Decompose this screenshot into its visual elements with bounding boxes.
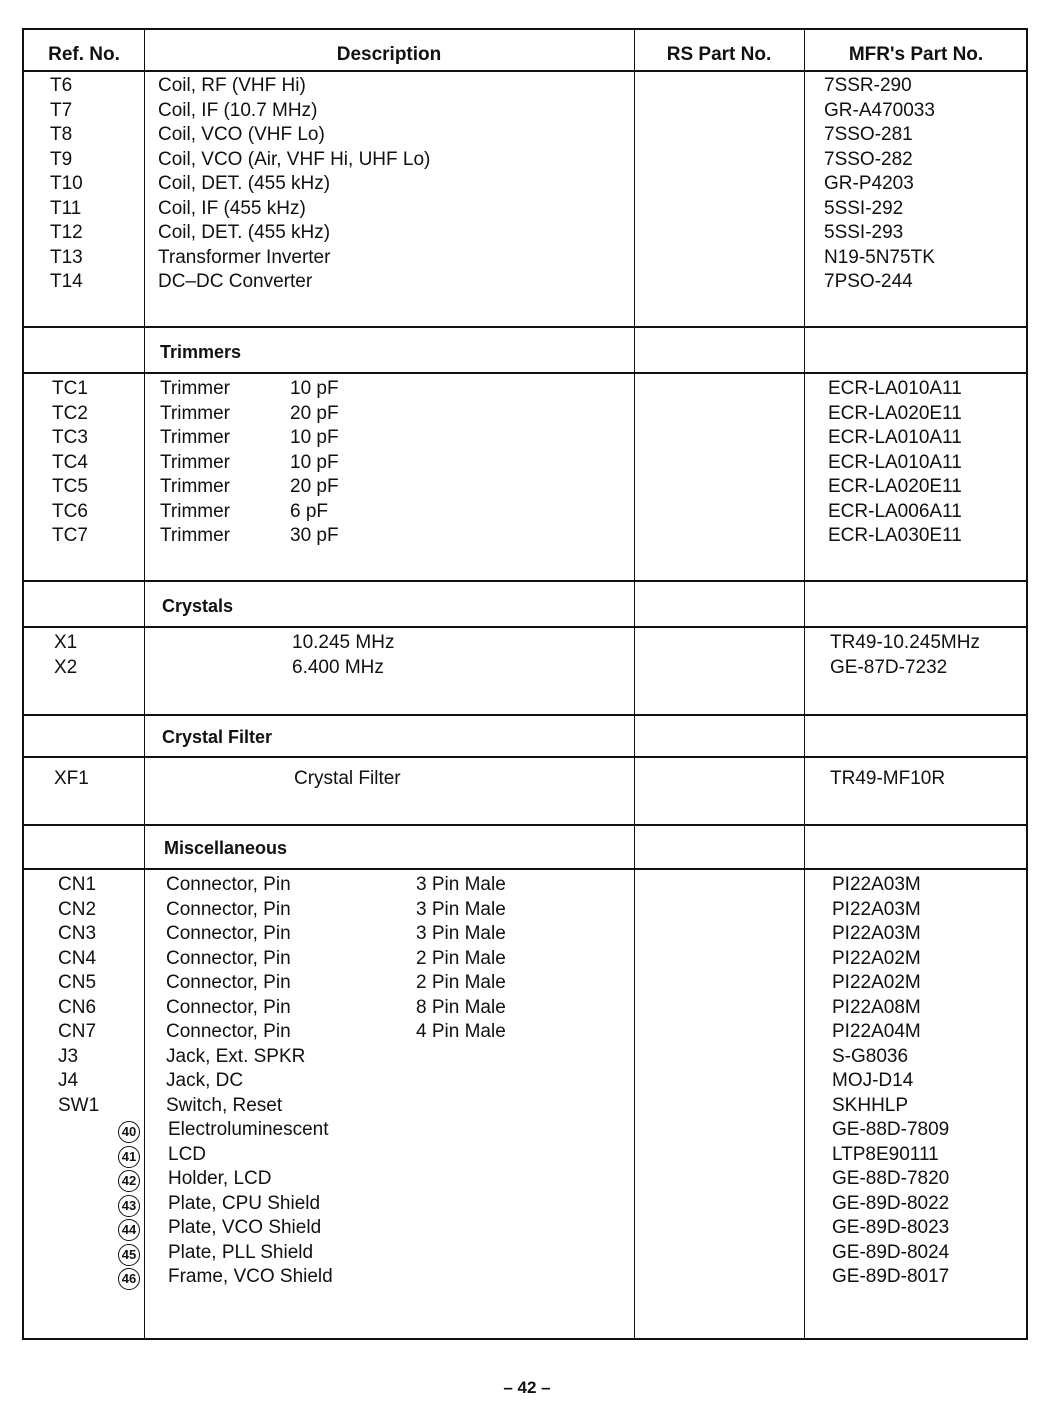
header-mfr-part: MFR's Part No. xyxy=(848,44,984,65)
miscellaneous-title: Miscellaneous xyxy=(164,838,288,858)
divider xyxy=(24,756,1026,758)
description: Transformer Inverter xyxy=(158,246,331,268)
ref-no: TC6 xyxy=(52,500,88,522)
item-number-badge xyxy=(118,1217,140,1242)
value: 2 Pin Male xyxy=(416,972,506,993)
description: Connector, Pin xyxy=(166,874,291,895)
description: Connector, Pin xyxy=(166,923,291,944)
mfr-part-no: PI22A02M xyxy=(832,947,921,969)
trimmers-title: Trimmers xyxy=(160,342,242,362)
value: 10 pF xyxy=(290,427,339,448)
description: Switch, Reset xyxy=(166,1094,283,1116)
mfr-part-no: GE-89D-8017 xyxy=(832,1266,950,1287)
ref-no: XF1 xyxy=(54,768,89,789)
header-description: Description xyxy=(336,44,442,65)
ref-no: T8 xyxy=(50,124,73,145)
value: 4 Pin Male xyxy=(416,1021,506,1042)
description: Trimmer xyxy=(160,427,230,448)
mfr-part-no: N19-5N75TK xyxy=(824,246,935,268)
mfr-part-no: GE-88D-7820 xyxy=(832,1168,950,1189)
ref-no: TC7 xyxy=(52,525,88,546)
mfr-part-no: GR-P4203 xyxy=(824,173,914,194)
mfr-part-no: ECR-LA030E11 xyxy=(828,525,962,546)
description: Coil, DET. (455 kHz) xyxy=(158,222,331,243)
ref-no: CN4 xyxy=(58,947,97,969)
ref-no: TC2 xyxy=(52,402,88,424)
description: Trimmer xyxy=(160,378,230,399)
divider xyxy=(24,626,1026,628)
mfr-part-no: SKHHLP xyxy=(832,1094,909,1116)
ref-no: J3 xyxy=(58,1045,79,1067)
parts-table xyxy=(22,28,1028,1340)
mfr-part-no: ECR-LA020E11 xyxy=(828,476,962,497)
mfr-part-no: ECR-LA006A11 xyxy=(828,500,962,522)
value: 3 Pin Male xyxy=(416,923,506,944)
ref-no: CN6 xyxy=(58,996,97,1018)
value: 6.400 MHz xyxy=(292,656,384,678)
mfr-part-no: 7SSO-282 xyxy=(824,148,913,170)
crystal-filter-title: Crystal Filter xyxy=(162,727,273,747)
description: DC–DC Converter xyxy=(158,271,313,292)
description: Connector, Pin xyxy=(166,972,291,993)
description: Coil, VCO (VHF Lo) xyxy=(158,124,325,145)
mfr-part-no: 5SSI-292 xyxy=(824,197,904,219)
page-number: – 42 – xyxy=(503,1378,551,1397)
mfr-part-no: PI22A02M xyxy=(832,972,921,993)
value: 10 pF xyxy=(290,451,339,473)
header-rs-part: RS Part No. xyxy=(666,44,772,65)
value: 3 Pin Male xyxy=(416,874,506,895)
ref-no: T12 xyxy=(50,222,83,243)
item-number-badge xyxy=(118,1119,140,1144)
item-number-badge xyxy=(118,1266,140,1291)
col-divider-1 xyxy=(144,30,145,1338)
item-number: 46 xyxy=(118,1268,140,1290)
ref-no: X1 xyxy=(54,632,78,653)
mfr-part-no: ECR-LA010A11 xyxy=(828,378,962,399)
ref-no: T14 xyxy=(50,271,83,292)
ref-no: T6 xyxy=(50,75,73,96)
ref-no: TC3 xyxy=(52,427,88,448)
value: 20 pF xyxy=(290,476,339,497)
description: Jack, Ext. SPKR xyxy=(166,1045,306,1067)
ref-no: X2 xyxy=(54,656,78,678)
ref-no: T9 xyxy=(50,148,73,170)
value: 2 Pin Male xyxy=(416,947,506,969)
header-ref: Ref. No. xyxy=(48,44,120,65)
mfr-part-no: ECR-LA020E11 xyxy=(828,402,962,424)
ref-no: CN2 xyxy=(58,898,97,920)
ref-no: T13 xyxy=(50,246,83,268)
item-number: 44 xyxy=(118,1219,140,1241)
mfr-part-no: PI22A04M xyxy=(832,1021,921,1042)
item-number-badge xyxy=(118,1193,140,1218)
mfr-part-no: GR-A470033 xyxy=(824,99,935,121)
mfr-part-no: TR49-10.245MHz xyxy=(830,632,980,653)
value: 10.245 MHz xyxy=(292,632,395,653)
mfr-part-no: GE-89D-8022 xyxy=(832,1192,950,1214)
description: Plate, CPU Shield xyxy=(168,1192,321,1214)
mfr-part-no: PI22A03M xyxy=(832,874,921,895)
value: 6 pF xyxy=(290,500,329,522)
ref-no: T7 xyxy=(50,99,73,121)
ref-no: CN3 xyxy=(58,923,97,944)
item-number-badge xyxy=(118,1168,140,1193)
description: Trimmer xyxy=(160,451,230,473)
mfr-part-no: MOJ-D14 xyxy=(832,1070,914,1091)
description: Coil, IF (10.7 MHz) xyxy=(158,99,318,121)
description: Trimmer xyxy=(160,476,230,497)
item-number: 45 xyxy=(118,1244,140,1266)
description: Connector, Pin xyxy=(166,947,291,969)
description: Plate, VCO Shield xyxy=(168,1217,322,1238)
divider xyxy=(24,714,1026,716)
value: Crystal Filter xyxy=(294,768,401,789)
description: Coil, VCO (Air, VHF Hi, UHF Lo) xyxy=(158,148,431,170)
divider xyxy=(24,326,1026,328)
mfr-part-no: 7SSO-281 xyxy=(824,124,913,145)
col-divider-2 xyxy=(634,30,635,1338)
value: 30 pF xyxy=(290,525,339,546)
mfr-part-no: 5SSI-293 xyxy=(824,222,904,243)
value: 8 Pin Male xyxy=(416,996,506,1018)
description: Coil, RF (VHF Hi) xyxy=(158,75,306,96)
description: Connector, Pin xyxy=(166,898,291,920)
description: Trimmer xyxy=(160,402,230,424)
divider xyxy=(24,372,1026,374)
mfr-part-no: GE-87D-7232 xyxy=(830,656,948,678)
ref-no: J4 xyxy=(58,1070,79,1091)
description: LCD xyxy=(168,1143,207,1165)
value: 20 pF xyxy=(290,402,339,424)
mfr-part-no: ECR-LA010A11 xyxy=(828,451,962,473)
item-number-badge xyxy=(118,1144,140,1169)
description: Trimmer xyxy=(160,525,230,546)
description: Coil, IF (455 kHz) xyxy=(158,197,306,219)
ref-no: CN5 xyxy=(58,972,97,993)
divider xyxy=(24,580,1026,582)
ref-no: T10 xyxy=(50,173,83,194)
mfr-part-no: PI22A03M xyxy=(832,898,921,920)
description: Jack, DC xyxy=(166,1070,244,1091)
ref-no: TC5 xyxy=(52,476,88,497)
item-number: 42 xyxy=(118,1170,140,1192)
description: Frame, VCO Shield xyxy=(168,1266,333,1287)
value: 10 pF xyxy=(290,378,339,399)
ref-no: TC4 xyxy=(52,451,88,473)
ref-no: CN1 xyxy=(58,874,97,895)
mfr-part-no: GE-89D-8024 xyxy=(832,1241,950,1263)
mfr-part-no: PI22A03M xyxy=(832,923,921,944)
description: Connector, Pin xyxy=(166,1021,291,1042)
mfr-part-no: GE-88D-7809 xyxy=(832,1119,950,1140)
item-number-badge xyxy=(118,1242,140,1267)
mfr-part-no: 7SSR-290 xyxy=(824,75,912,96)
mfr-part-no: S-G8036 xyxy=(832,1045,909,1067)
mfr-part-no: TR49-MF10R xyxy=(830,768,946,789)
header-divider xyxy=(24,70,1026,72)
ref-no: CN7 xyxy=(58,1021,97,1042)
item-number: 43 xyxy=(118,1195,140,1217)
item-number: 40 xyxy=(118,1121,140,1143)
divider xyxy=(24,824,1026,826)
crystals-title: Crystals xyxy=(162,596,234,616)
description: Coil, DET. (455 kHz) xyxy=(158,173,331,194)
description: Trimmer xyxy=(160,500,230,522)
value: 3 Pin Male xyxy=(416,898,506,920)
mfr-part-no: ECR-LA010A11 xyxy=(828,427,962,448)
mfr-part-no: 7PSO-244 xyxy=(824,271,913,292)
mfr-part-no: PI22A08M xyxy=(832,996,921,1018)
description: Connector, Pin xyxy=(166,996,291,1018)
ref-no: TC1 xyxy=(52,378,88,399)
ref-no: SW1 xyxy=(58,1094,100,1116)
description: Holder, LCD xyxy=(168,1168,272,1189)
col-divider-3 xyxy=(804,30,805,1338)
mfr-part-no: LTP8E90111 xyxy=(832,1143,939,1165)
description: Electroluminescent xyxy=(168,1119,329,1140)
item-number: 41 xyxy=(118,1146,140,1168)
divider xyxy=(24,868,1026,870)
ref-no: T11 xyxy=(50,197,82,219)
mfr-part-no: GE-89D-8023 xyxy=(832,1217,950,1238)
description: Plate, PLL Shield xyxy=(168,1241,314,1263)
